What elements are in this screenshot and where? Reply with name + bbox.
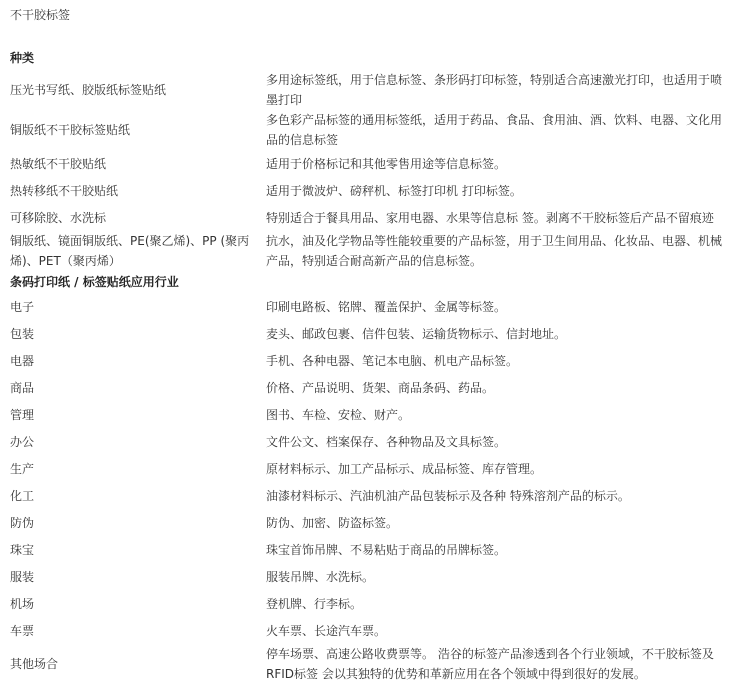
section-title-types: 种类 [10, 51, 35, 65]
table-row [10, 320, 725, 347]
table-row [10, 482, 725, 509]
type-desc: 特别适合于餐具用品、家用电器、水果等信息标 签。剥离不干胶标签后产品不留痕迹 [266, 210, 714, 225]
table-row [10, 177, 725, 204]
type-desc: 适用于价格标记和其他零售用途等信息标签。 [266, 156, 507, 171]
industry-desc: 油漆材料标示、汽油机油产品包装标示及各种 特殊溶剂产品的标示。 [266, 488, 630, 503]
type-name: 压光书写纸、胶版纸标签贴纸 [10, 83, 167, 97]
type-desc: 抗水，油及化学物品等性能较重要的产品标签，用于卫生间用品、化妆品、电器、机械产品，特别适合耐高新产品的信息标签。 [266, 234, 723, 268]
industry-desc: 登机牌、行李标。 [266, 596, 363, 611]
section-row [10, 271, 725, 293]
table-row [10, 509, 725, 536]
industry-desc: 服装吊牌、水洗标。 [266, 569, 375, 584]
table-row [10, 617, 725, 644]
industry-desc: 麦头、邮政包裹、信件包装、运输货物标示、信封地址。 [266, 326, 567, 341]
table-row [10, 428, 725, 455]
industry-desc: 珠宝首饰吊牌、不易粘贴于商品的吊牌标签。 [266, 542, 507, 557]
industry-name: 机场 [10, 596, 35, 611]
table-row [10, 590, 725, 617]
table-row [10, 374, 725, 401]
industry-desc: 停车场票、高速公路收费票等。 浩谷的标签产品渗透到各个行业领域，不干胶标签及RFID标签 会以其独特的优势和革新应用在各个领域中得到很好的发展。 [266, 647, 714, 681]
section-title-industries: 条码打印纸 / 标签贴纸应用行业 [10, 275, 179, 289]
industry-desc: 火车票、长途汽车票。 [266, 623, 387, 638]
page-title: 不干胶标签 [10, 8, 71, 22]
industry-desc: 价格、产品说明、货架、商品条码、药品。 [266, 380, 495, 395]
table-row [10, 70, 725, 110]
type-desc: 多色彩产品标签的通用标签纸，适用于药品、食品、食用油、酒、饮料、电器、文化用品的信息标签 [266, 113, 723, 147]
industry-name: 防伪 [10, 515, 35, 530]
industry-name: 办公 [10, 434, 35, 449]
industry-name: 化工 [10, 488, 35, 503]
table-row [10, 401, 725, 428]
industry-name: 车票 [10, 623, 35, 638]
industry-name: 生产 [10, 461, 35, 476]
industry-name: 包装 [10, 326, 35, 341]
type-desc: 多用途标签纸，用于信息标签、条形码打印标签，特别适合高速激光打印，也适用于喷墨打印 [266, 73, 723, 107]
table-row [10, 536, 725, 563]
industry-name: 其他场合 [10, 657, 59, 671]
industry-name: 商品 [10, 380, 35, 395]
industry-name: 管理 [10, 407, 35, 422]
type-name: 热转移纸不干胶贴纸 [10, 183, 119, 198]
type-name: 热敏纸不干胶贴纸 [10, 156, 107, 171]
label-table [10, 70, 725, 684]
industry-name: 珠宝 [10, 542, 35, 557]
industry-desc: 防伪、加密、防盗标签。 [266, 515, 399, 530]
table-row [10, 644, 725, 684]
industry-name: 电器 [10, 353, 35, 368]
table-row [10, 231, 725, 271]
table-row [10, 150, 725, 177]
table-row [10, 347, 725, 374]
industry-desc: 图书、车检、安检、财产。 [266, 407, 411, 422]
industry-desc: 印刷电路板、铭牌、覆盖保护、金属等标签。 [266, 299, 507, 314]
industry-name: 服装 [10, 569, 35, 584]
industry-name: 电子 [10, 299, 35, 314]
type-name: 可移除胶、水洗标 [10, 210, 107, 225]
type-name: 铜版纸、镜面铜版纸、PE(聚乙烯)、PP (聚丙烯)、PET（聚丙烯） [10, 234, 250, 268]
type-desc: 适用于微波炉、磅秤机、标签打印机 打印标签。 [266, 183, 522, 198]
table-row [10, 563, 725, 590]
type-name: 铜版纸不干胶标签贴纸 [10, 123, 131, 137]
industry-desc: 原材料标示、加工产品标示、成品标签、库存管理。 [266, 461, 543, 476]
table-row [10, 455, 725, 482]
industry-desc: 文件公文、档案保存、各种物品及文具标签。 [266, 434, 507, 449]
industry-desc: 手机、各种电器、笔记本电脑、机电产品标签。 [266, 353, 519, 368]
table-row [10, 293, 725, 320]
table-row [10, 204, 725, 231]
table-row [10, 110, 725, 150]
